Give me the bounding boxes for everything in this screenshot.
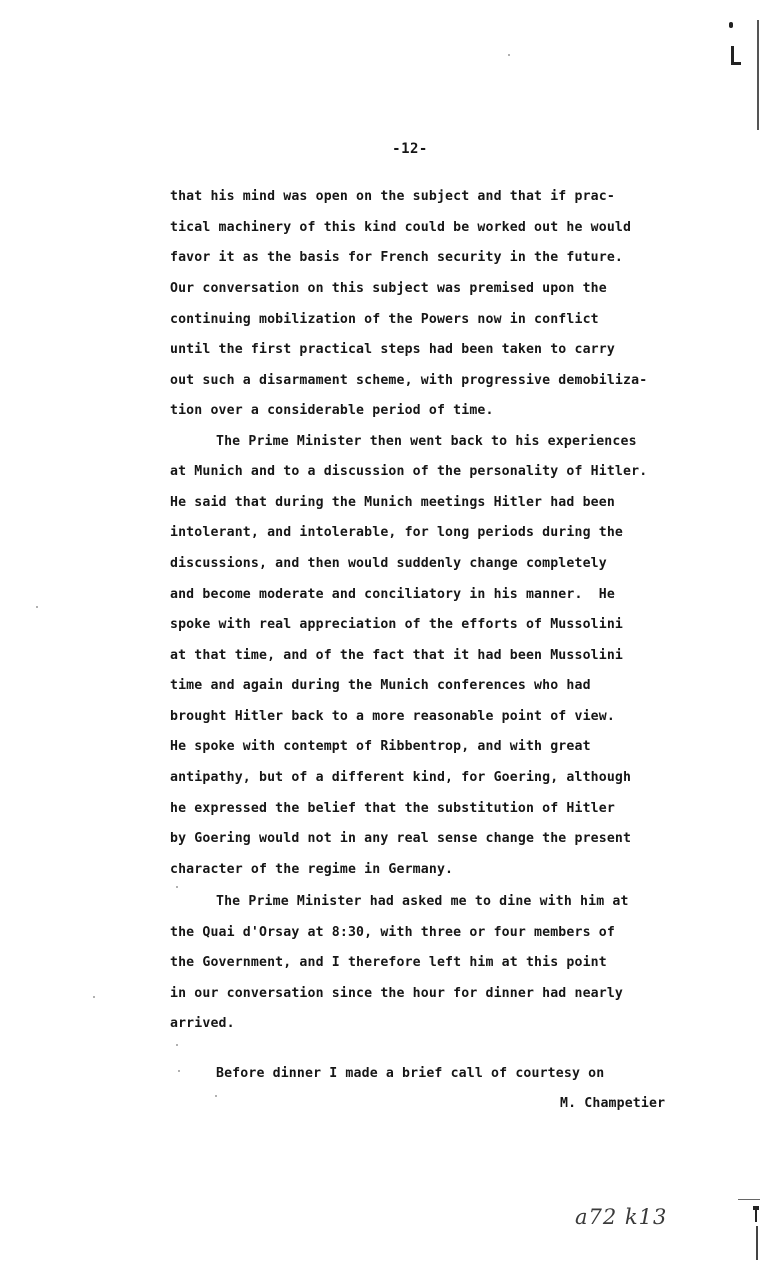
- text-line: out such a disarmament scheme, with progressive demobiliza-: [170, 373, 648, 388]
- archive-handwritten-mark: a72 k13: [575, 1205, 668, 1229]
- text-line: continuing mobilization of the Powers now in conflict: [170, 312, 599, 327]
- text-line: the Government, and I therefore left him at this point: [170, 955, 607, 970]
- text-line: He spoke with contempt of Ribbentrop, and with great: [170, 739, 591, 754]
- text-line: He said that during the Munich meetings Hitler had been: [170, 495, 615, 510]
- text-line: Before dinner I made a brief call of courtesy on: [216, 1066, 605, 1081]
- text-line: discussions, and then would suddenly change completely: [170, 556, 607, 571]
- scan-speck: [178, 1070, 180, 1072]
- text-line: by Goering would not in any real sense change the present: [170, 831, 632, 846]
- text-line: he expressed the belief that the substitution of Hitler: [170, 801, 615, 816]
- text-line: The Prime Minister then went back to his experiences: [216, 434, 637, 449]
- scan-speck: [215, 1095, 217, 1097]
- scan-speck: [508, 54, 510, 56]
- text-line: in our conversation since the hour for dinner had nearly: [170, 986, 624, 1001]
- text-line: arrived.: [170, 1016, 235, 1031]
- scan-speck: [36, 606, 38, 608]
- text-line: time and again during the Munich conferences who had: [170, 678, 591, 693]
- text-line: favor it as the basis for French security in the future.: [170, 250, 624, 265]
- text-line: at Munich and to a discussion of the personality of Hitler.: [170, 464, 648, 479]
- scan-edge-mark: [738, 1199, 760, 1200]
- text-line: antipathy, but of a different kind, for Goering, although: [170, 770, 632, 785]
- text-line: brought Hitler back to a more reasonable point of view.: [170, 709, 615, 724]
- scan-speck: [176, 886, 178, 888]
- scan-speck: [176, 1044, 178, 1046]
- text-line: character of the regime in Germany.: [170, 862, 454, 877]
- text-line: spoke with real appreciation of the efforts of Mussolini: [170, 617, 624, 632]
- text-line: that his mind was open on the subject and that if prac-: [170, 189, 615, 204]
- text-line: the Quai d'Orsay at 8:30, with three or four members of: [170, 925, 615, 940]
- scan-edge-mark: [757, 20, 759, 130]
- text-line: The Prime Minister had asked me to dine with him at: [216, 894, 629, 909]
- text-line: tion over a considerable period of time.: [170, 403, 494, 418]
- page-number: -12-: [392, 141, 428, 157]
- scan-edge-mark: [729, 22, 733, 28]
- text-line: tical machinery of this kind could be worked out he would: [170, 220, 632, 235]
- scan-edge-mark: [755, 1208, 757, 1222]
- text-line: at that time, and of the fact that it had been Mussolini: [170, 648, 624, 663]
- text-line: intolerant, and intolerable, for long periods during the: [170, 525, 624, 540]
- scan-speck: [93, 996, 95, 998]
- scan-edge-mark: [756, 1226, 758, 1260]
- scan-edge-mark: [731, 62, 741, 65]
- text-line: until the first practical steps had been taken to carry: [170, 342, 615, 357]
- text-line: and become moderate and conciliatory in his manner. He: [170, 587, 615, 602]
- catchword-line: M. Champetier: [560, 1096, 666, 1111]
- text-line: Our conversation on this subject was premised upon the: [170, 281, 607, 296]
